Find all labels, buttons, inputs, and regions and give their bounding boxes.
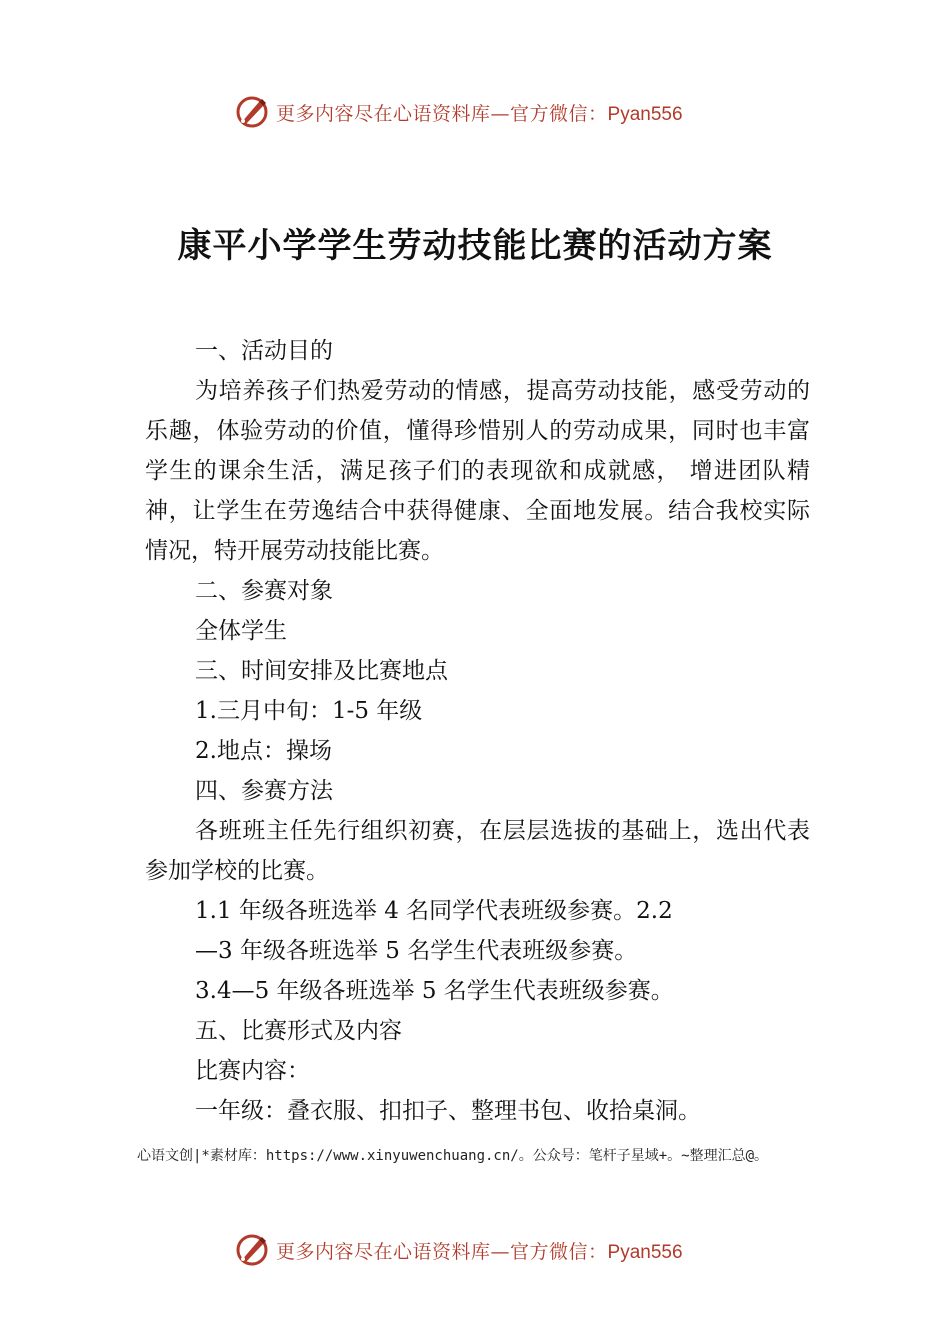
paragraph-contest-content-label: 比赛内容：	[195, 1058, 310, 1084]
banner-wechat-id: Pyan556	[607, 1241, 683, 1263]
header-banner	[0, 90, 950, 140]
paragraph-method: 各班班主任先行组织初赛，在层层选拔的基础上，选出代表参加学校的比赛。	[145, 818, 810, 884]
paragraph-schedule-time: 1.三月中旬：1-5 年级	[195, 698, 423, 724]
section-heading-schedule: 三、时间安排及比赛地点	[195, 658, 448, 684]
pen-logo-icon	[234, 94, 270, 130]
paragraph-purpose: 为培养孩子们热爱劳动的情感，提高劳动技能，感受劳动的乐趣，体验劳动的价值，懂得珍惜别人的劳动成果，同时也丰富学生的课余生活，满足孩子们的表现欲和成就感， 增进团队精神，让学生在劳逸结合中获得健康、全面地发展。结合我校实际情况，特开展劳动技能比赛。	[145, 378, 810, 564]
paragraph-schedule-place: 2.地点：操场	[195, 738, 332, 764]
footer-banner	[0, 1228, 950, 1278]
banner-text: 更多内容尽在心语资料库—官方微信：	[276, 1240, 608, 1263]
document-title: 康平小学学生劳动技能比赛的活动方案	[177, 226, 773, 266]
paragraph-method-grade4-5: 3.4—5 年级各班选举 5 名学生代表班级参赛。	[195, 978, 674, 1004]
section-heading-participants: 二、参赛对象	[195, 578, 333, 604]
banner-wechat-id: Pyan556	[607, 103, 683, 125]
document-body	[145, 331, 810, 1131]
banner-text: 更多内容尽在心语资料库—官方微信：	[276, 102, 608, 125]
section-heading-method: 四、参赛方法	[195, 778, 333, 804]
paragraph-grade1-content: 一年级：叠衣服、扣扣子、整理书包、收拾桌洞。	[195, 1098, 701, 1124]
footer-note: 心语文创|*素材库：https://www.xinyuwenchuang.cn/。公众号：笔杆子星域+。~整理汇总@。	[137, 1148, 769, 1164]
section-heading-purpose: 一、活动目的	[195, 338, 333, 364]
section-heading-format: 五、比赛形式及内容	[195, 1018, 402, 1044]
paragraph-participants: 全体学生	[195, 618, 287, 644]
paragraph-method-grade1: 1.1 年级各班选举 4 名同学代表班级参赛。2.2	[195, 898, 673, 924]
paragraph-method-grade2-3: —3 年级各班选举 5 名学生代表班级参赛。	[195, 938, 638, 964]
pen-logo-icon	[234, 1232, 270, 1268]
